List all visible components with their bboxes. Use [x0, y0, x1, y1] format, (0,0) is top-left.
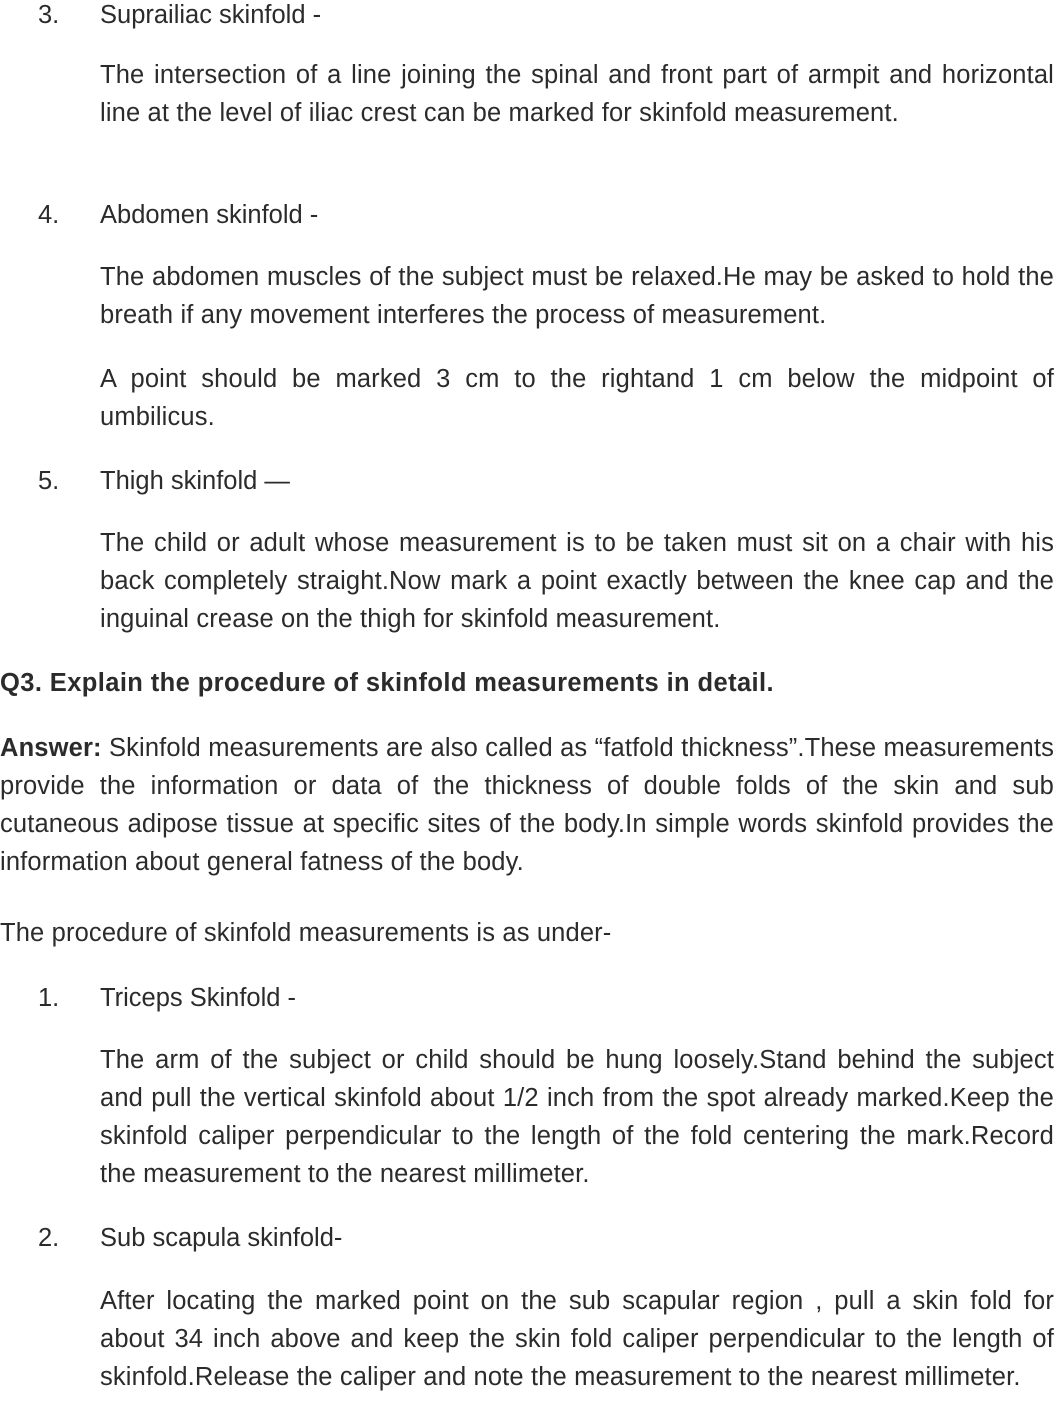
- list-number: 2.: [38, 1224, 60, 1252]
- paragraph: After locating the marked point on the sub scapular region , pull a skin fold for about 34 inch above and keep the skin fold caliper perpendicular to the length of skinfold.Release the caliper and note the measurement to the nearest millimeter.: [100, 1287, 1054, 1391]
- procedure-intro: The procedure of skinfold measurements is as under-: [0, 919, 612, 947]
- question-heading: Q3. Explain the procedure of skinfold measurements in detail.: [0, 669, 774, 697]
- answer-label: Answer:: [0, 734, 102, 762]
- list-number: 4.: [38, 201, 60, 229]
- list-item-title: Thigh skinfold —: [100, 467, 290, 495]
- list-number: 3.: [38, 1, 60, 29]
- paragraph: The abdomen muscles of the subject must be relaxed.He may be asked to hold the breath if any movement interferes the process of measurement.: [100, 263, 1054, 329]
- paragraph: The child or adult whose measurement is to be taken must sit on a chair with his back completely straight.Now mark a point exactly between the knee cap and the inguinal crease on the thigh for skinfold measurement.: [100, 529, 1054, 633]
- paragraph: The intersection of a line joining the spinal and front part of armpit and horizontal line at the level of iliac crest can be marked for skinfold measurement.: [100, 61, 1054, 127]
- answer-text: Skinfold measurements are also called as “fatfold thickness”.These measurements provide the information or data of the thickness of double folds of the skin and sub cutaneous adipose tissue at specific sites of the body.In simple words skinfold provides the information about general fatness of the body.: [0, 734, 1054, 876]
- list-item-title: Sub scapula skinfold-: [100, 1224, 343, 1252]
- paragraph: The arm of the subject or child should be hung loosely.Stand behind the subject and pull the vertical skinfold about 1/2 inch from the spot already marked.Keep the skinfold caliper perpendicular to the length of the fold centering the mark.Record the measurement to the nearest millimeter.: [100, 1046, 1054, 1188]
- list-number: 1.: [38, 984, 60, 1012]
- list-number: 5.: [38, 467, 60, 495]
- list-item-title: Triceps Skinfold -: [100, 984, 297, 1012]
- paragraph: A point should be marked 3 cm to the rightand 1 cm below the midpoint of umbilicus.: [100, 365, 1054, 431]
- list-item-title: Suprailiac skinfold -: [100, 1, 322, 29]
- answer-paragraph: [0, 729, 1054, 881]
- list-item-title: Abdomen skinfold -: [100, 201, 319, 229]
